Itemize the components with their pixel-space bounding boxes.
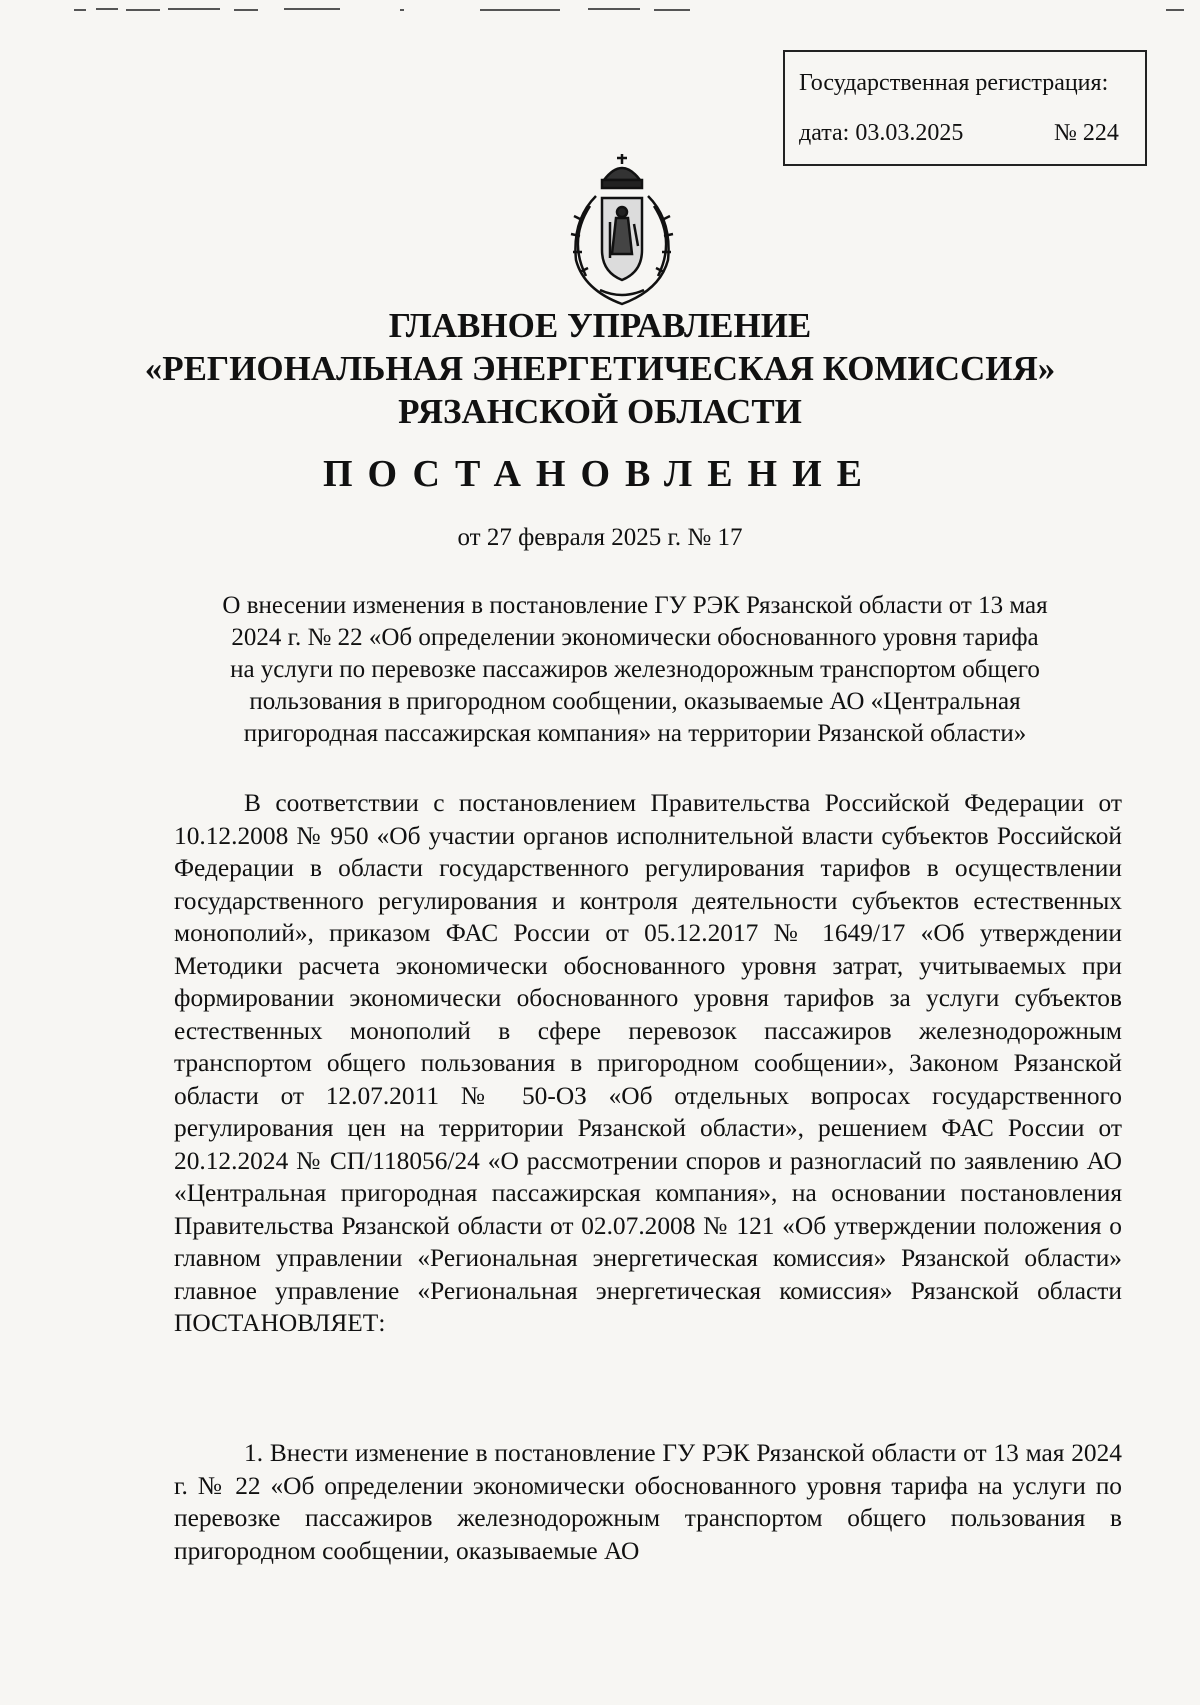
org-title-line1: ГЛАВНОЕ УПРАВЛЕНИЕ xyxy=(388,306,812,345)
registration-date: дата: 03.03.2025 xyxy=(799,120,964,146)
decree-date-number: от 27 февраля 2025 г. № 17 xyxy=(457,524,743,551)
scan-artifacts xyxy=(0,0,1200,20)
document-type: ПОСТАНОВЛЕНИЕ xyxy=(322,453,878,495)
clause-1: 1. Внести изменение в постановление ГУ РЭК Рязанской области от 13 мая 2024 г. № 22 «Об определении экономически обоснованного уровня тарифа на услуги по перевозке пассажиров железнодорожным транспортом общего пользования в пригородном сообщении, оказываемые АО xyxy=(174,1439,1122,1565)
subject-line4: пользования в пригородном сообщении, оказываемые АО «Центральная xyxy=(249,688,1021,715)
subject-line1: О внесении изменения в постановление ГУ РЭК Рязанской области от 13 мая xyxy=(222,592,1048,619)
decree-subject xyxy=(170,590,1100,750)
registration-row xyxy=(799,120,1129,147)
subject-line3: на услуги по перевозке пассажиров железнодорожным транспортом общего xyxy=(230,656,1040,683)
org-title-line3: РЯЗАНСКОЙ ОБЛАСТИ xyxy=(398,392,802,431)
registration-number: № 224 xyxy=(1054,120,1119,146)
subject-line5: пригородная пассажирская компания» на территории Рязанской области» xyxy=(243,720,1027,747)
registration-stamp xyxy=(783,50,1147,166)
preamble-paragraph: В соответствии с постановлением Правительства Российской Федерации от 10.12.2008 № 950 «Об участии органов исполнительной власти субъектов Российской Федерации в области государственного регулирования тарифов в осуществлении государственного регулирования и контроля деятельности субъектов естественных монополий», приказом ФАС России от 05.12.2017 № 1649/17 «Об утверждении Методики расчета экономически обоснованного уровня затрат, учитываемых при формировании экономически обоснованного уровня тарифов за услуги субъектов естественных монополий в сфере перевозок пассажиров железнодорожным транспортом общего пользования в пригородном сообщении», Законом Рязанской области от 12.07.2011 № 50-ОЗ «Об отдельных вопросах государственного регулирования цен на территории Рязанской области», решением ФАС России от 20.12.2024 № СП/118056/24 «О рассмотрении споров и разногласий по заявлению АО «Центральная пригородная пассажирская компания», на основании постановления Правительства Рязанской области от 02.07.2008 № 121 «Об утверждении положения о главном управлении «Региональная энергетическая комиссия» Рязанской области» главное управление «Региональная энергетическая комиссия» Рязанской области ПОСТАНОВЛЯЕТ: xyxy=(174,789,1122,1337)
registration-title: Государственная регистрация: xyxy=(799,70,1109,96)
subject-line2: 2024 г. № 22 «Об определении экономически обоснованного уровня тарифа xyxy=(231,624,1039,651)
org-title-line2: «РЕГИОНАЛЬНАЯ ЭНЕРГЕТИЧЕСКАЯ КОМИССИЯ» xyxy=(144,349,1056,388)
ryazan-coat-of-arms-icon xyxy=(560,150,684,310)
organization-title xyxy=(130,304,1070,433)
